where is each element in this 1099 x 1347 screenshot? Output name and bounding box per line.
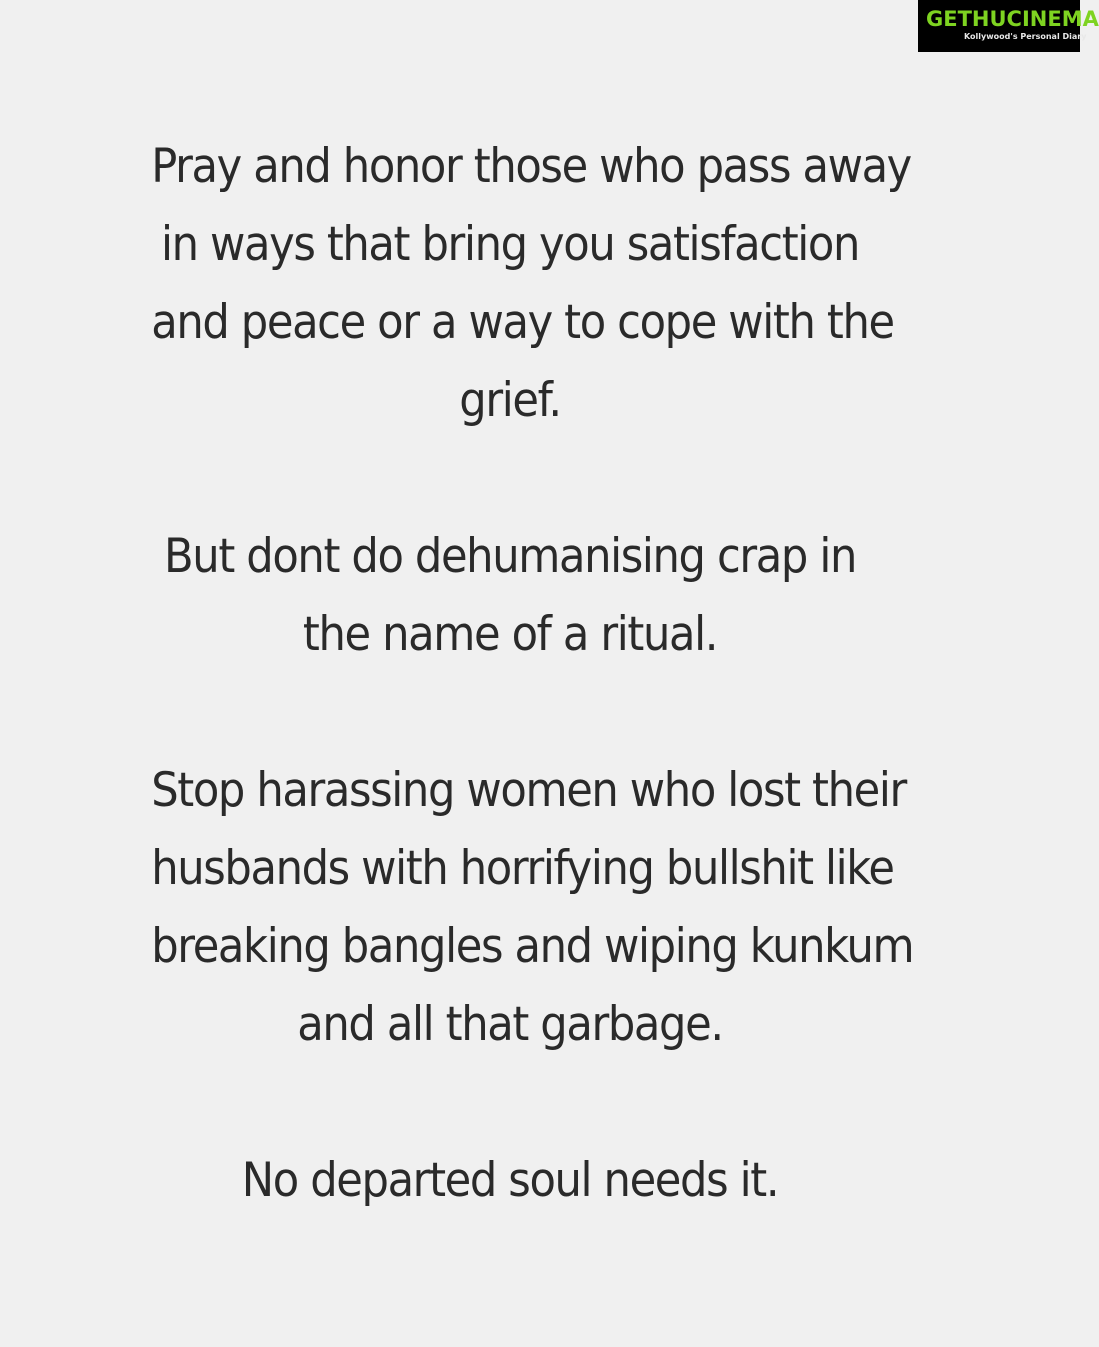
paragraph-3 — [151, 752, 914, 1064]
paragraph-line: Stop harassing women who lost their — [151, 763, 906, 818]
watermark-tagline: Kollywood's Personal Diary — [964, 32, 1087, 41]
watermark-brand — [926, 6, 1099, 32]
paragraph-line: No departed soul needs it. — [241, 1153, 779, 1208]
paragraph-line: in ways that bring you satisfaction — [160, 217, 860, 272]
paragraph-line: the name of a ritual. — [302, 607, 718, 662]
gethucinema-watermark-logo — [918, 0, 1099, 52]
paragraph-line: Pray and honor those who pass away — [151, 139, 911, 194]
paragraph-2 — [151, 518, 869, 674]
watermark-brand-part1: GETHU — [926, 7, 1007, 31]
paragraph-line: breaking bangles and wiping kunkum — [151, 919, 914, 974]
paragraph-line: husbands with horrifying bullshit like — [151, 841, 894, 896]
paragraph-line: and peace or a way to cope with the — [151, 295, 894, 350]
watermark-brand-part2: CINEMA — [1006, 7, 1099, 31]
paragraph-line: But dont do dehumanising crap in — [164, 529, 856, 584]
paragraph-4 — [151, 1142, 869, 1220]
quote-text-block — [151, 128, 914, 1220]
paragraph-line: and all that garbage. — [297, 997, 723, 1052]
paragraph-1 — [151, 128, 911, 440]
paragraph-line: grief. — [459, 373, 561, 428]
